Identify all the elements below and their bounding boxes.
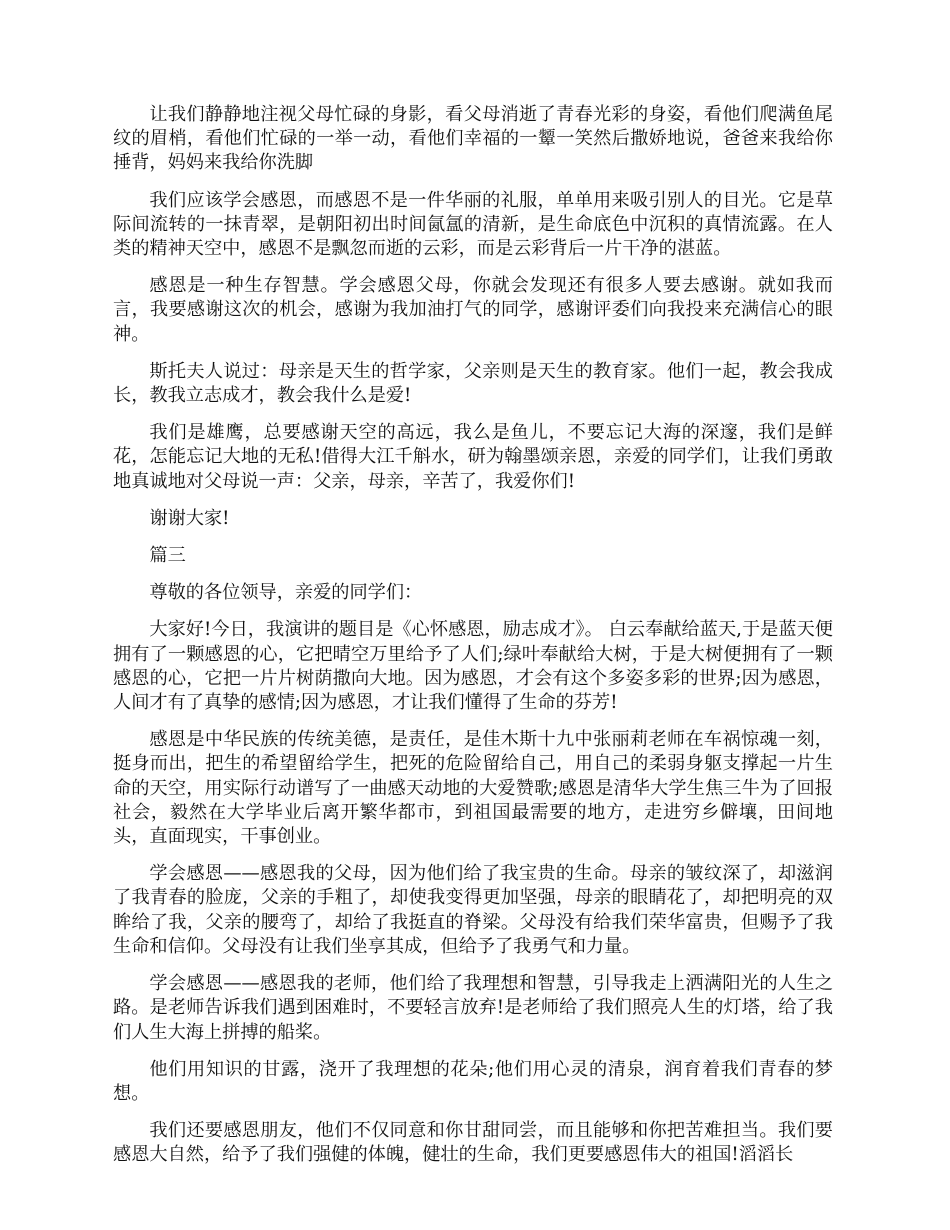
paragraph-speech-title: 大家好!今日，我演讲的题目是《心怀感恩，励志成才》。 白云奉献给蓝天,于是蓝天便拥有了一颗感恩的心，它把晴空万里给予了人们;绿叶奉献给大树，于是大树便拥有了一颗感恩的心，它把一片片树荫撒向大地。因为感恩，才会有这个多姿多彩的世界;因为感恩，人间才有了真挚的感情;因为感恩，才让我们懂得了生命的芬芳! — [113, 619, 833, 714]
paragraph-thanks: 谢谢大家! — [149, 507, 230, 529]
salutation: 尊敬的各位领导，亲爱的同学们： — [149, 582, 423, 604]
paragraph-quote: 斯托夫人说过：母亲是天生的哲学家，父亲则是天生的教育家。他们一起，教会我成长，教我立志成才，教会我什么是爱! — [113, 360, 833, 407]
paragraph-thank-friends: 我们还要感恩朋友，他们不仅同意和你甘甜同尝，而且能够和你把苦难担当。我们要感恩大自然，给予了我们强健的体魄，健壮的生命，我们更要感恩伟大的祖国!滔滔长 — [113, 1120, 833, 1166]
paragraph-thank-parents: 学会感恩——感恩我的父母，因为他们给了我宝贵的生命。母亲的皱纹深了，却滋润了我青春的脸庞，父亲的手粗了，却使我变得更加坚强，母亲的眼睛花了，却把明亮的双眸给了我，父亲的腰弯了，却给了我挺直的脊梁。父母没有给我们荣华富贵，但赐予了我生命和信仰。父母没有让我们坐享其成，但给予了我勇气和力量。 — [113, 863, 833, 957]
paragraph-eagles: 我们是雄鹰，总要感谢天空的高远，我么是鱼儿，不要忘记大海的深邃，我们是鲜花，怎能忘记大地的无私!借得大江千斛水，研为翰墨颂亲恩，亲爱的同学们，让我们勇敢地真诚地对父母说一声：父亲，母亲，辛苦了，我爱你们! — [113, 422, 833, 492]
paragraph-parents-figures: 让我们静静地注视父母忙碌的身影，看父母消逝了青春光彩的身姿，看他们爬满鱼尾纹的眉梢，看他们忙碌的一举一动，看他们幸福的一颦一笑然后撒娇地说，爸爸来我给你捶背，妈妈来我给你洗脚 — [113, 104, 833, 174]
paragraph-survival-wisdom: 感恩是一种生存智慧。学会感恩父母，你就会发现还有很多人要去感谢。就如我而言，我要感谢这次的机会，感谢为我加油打气的同学，感谢评委们向我投来充满信心的眼神。 — [113, 275, 833, 345]
paragraph-learn-gratitude: 我们应该学会感恩，而感恩不是一件华丽的礼服，单单用来吸引别人的目光。它是草际间流转的一抹青翠，是朝阳初出时间氤氲的清新，是生命底色中沉积的真情流露。在人类的精神天空中，感恩不是飘忽而逝的云彩，而是云彩背后一片干净的湛蓝。 — [113, 189, 833, 260]
paragraph-thank-teachers: 学会感恩——感恩我的老师，他们给了我理想和智慧，引导我走上洒满阳光的人生之路。是老师告诉我们遇到困难时，不要轻言放弃!是老师给了我们照亮人生的灯塔，给了我们人生大海上拼搏的船桨。 — [113, 973, 833, 1043]
paragraph-knowledge: 他们用知识的甘露，浇开了我理想的花朵;他们用心灵的清泉，润育着我们青春的梦想。 — [113, 1058, 833, 1104]
document-page — [113, 103, 833, 1181]
section-heading: 篇三 — [149, 545, 186, 567]
paragraph-virtue: 感恩是中华民族的传统美德，是责任，是佳木斯十九中张丽莉老师在车祸惊魂一刻，挺身而出，把生的希望留给学生，把死的危险留给自己，用自己的柔弱身躯支撑起一片生命的天空，用实际行动谱写了一曲感天动地的大爱赞歌;感恩是清华大学生焦三牛为了回报社会，毅然在大学毕业后离开繁华都市，到祖国最需要的地方，走进穷乡僻壤，田间地头，直面现实，干事创业。 — [113, 729, 833, 848]
